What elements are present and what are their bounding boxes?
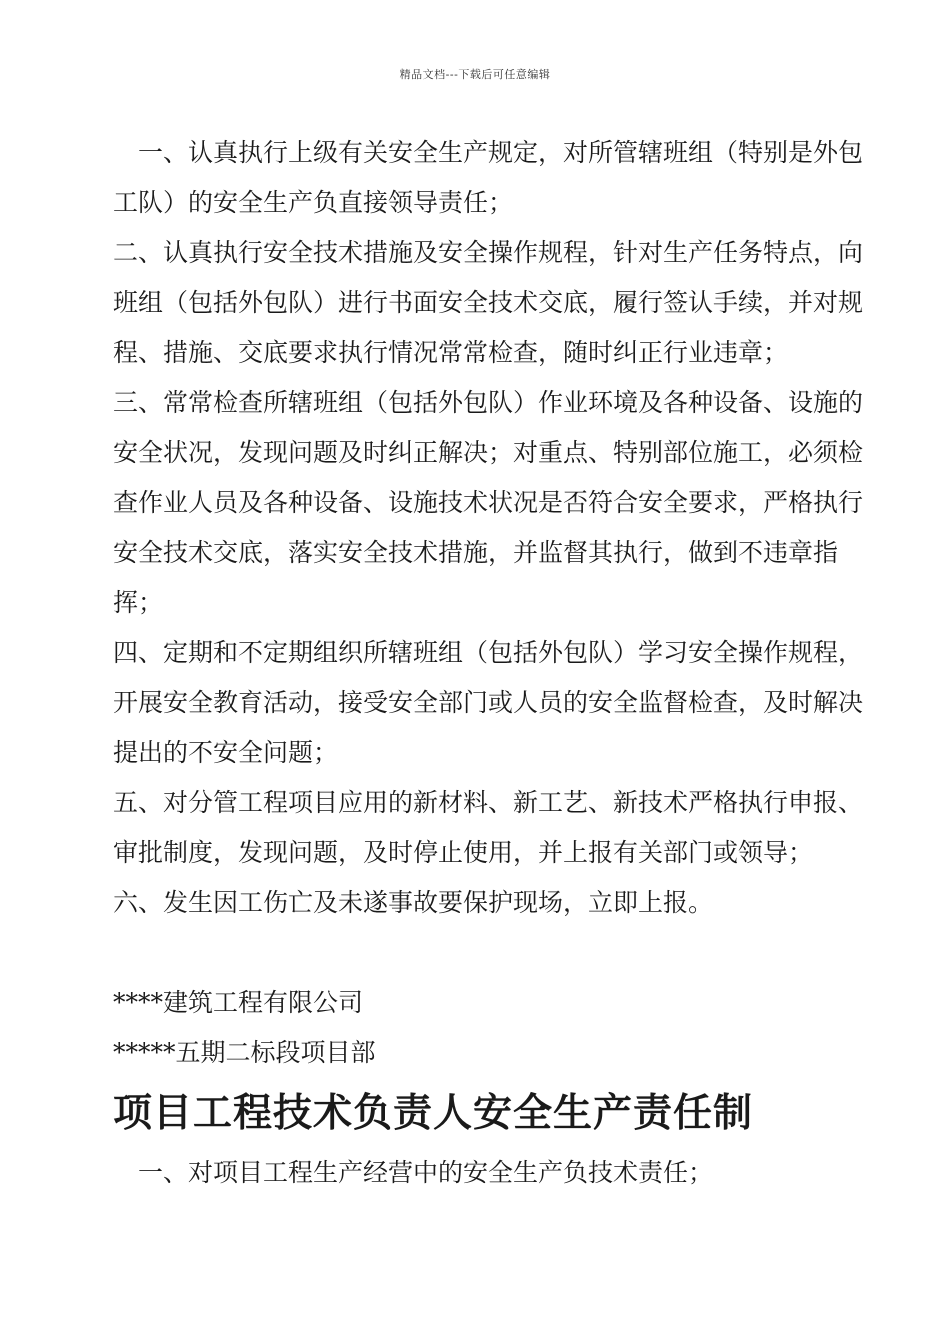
signature-company: ****建筑工程有限公司 [113, 988, 364, 1017]
blank-line [113, 928, 873, 978]
page-header: 精品文档---下载后可任意编辑 [399, 68, 551, 81]
signature-department: *****五期二标段项目部 [113, 1038, 376, 1067]
section2-item-1: 一、对项目工程生产经营中的安全生产负技术责任； [138, 1158, 714, 1187]
section1-item-6: 六、发生因工伤亡及未遂事故要保护现场，立即上报。 [113, 888, 714, 917]
section1-item-1: 一、认真执行上级有关安全生产规定，对所管辖班组（特别是外包工队）的安全生产负直接领导责任； [113, 138, 864, 217]
document-body [113, 128, 873, 1198]
section2-title: 项目工程技术负责人安全生产责任制 [113, 1091, 754, 1136]
section1-item-5: 五、对分管工程项目应用的新材料、新工艺、新技术严格执行申报、审批制度，发现问题，及时停止使用，并上报有关部门或领导； [113, 788, 864, 867]
section1-item-4: 四、定期和不定期组织所辖班组（包括外包队）学习安全操作规程，开展安全教育活动，接受安全部门或人员的安全监督检查，及时解决提出的不安全问题； [113, 638, 864, 767]
section1-item-2: 二、认真执行安全技术措施及安全操作规程，针对生产任务特点，向班组（包括外包队）进行书面安全技术交底，履行签认手续，并对规程、措施、交底要求执行情况常常检查，随时纠正行业违章； [113, 238, 864, 367]
section1-item-3: 三、常常检查所辖班组（包括外包队）作业环境及各种设备、设施的安全状况，发现问题及时纠正解决；对重点、特别部位施工，必须检查作业人员及各种设备、设施技术状况是否符合安全要求，严格执行安全技术交底，落实安全技术措施，并监督其执行，做到不违章指挥； [113, 388, 864, 617]
